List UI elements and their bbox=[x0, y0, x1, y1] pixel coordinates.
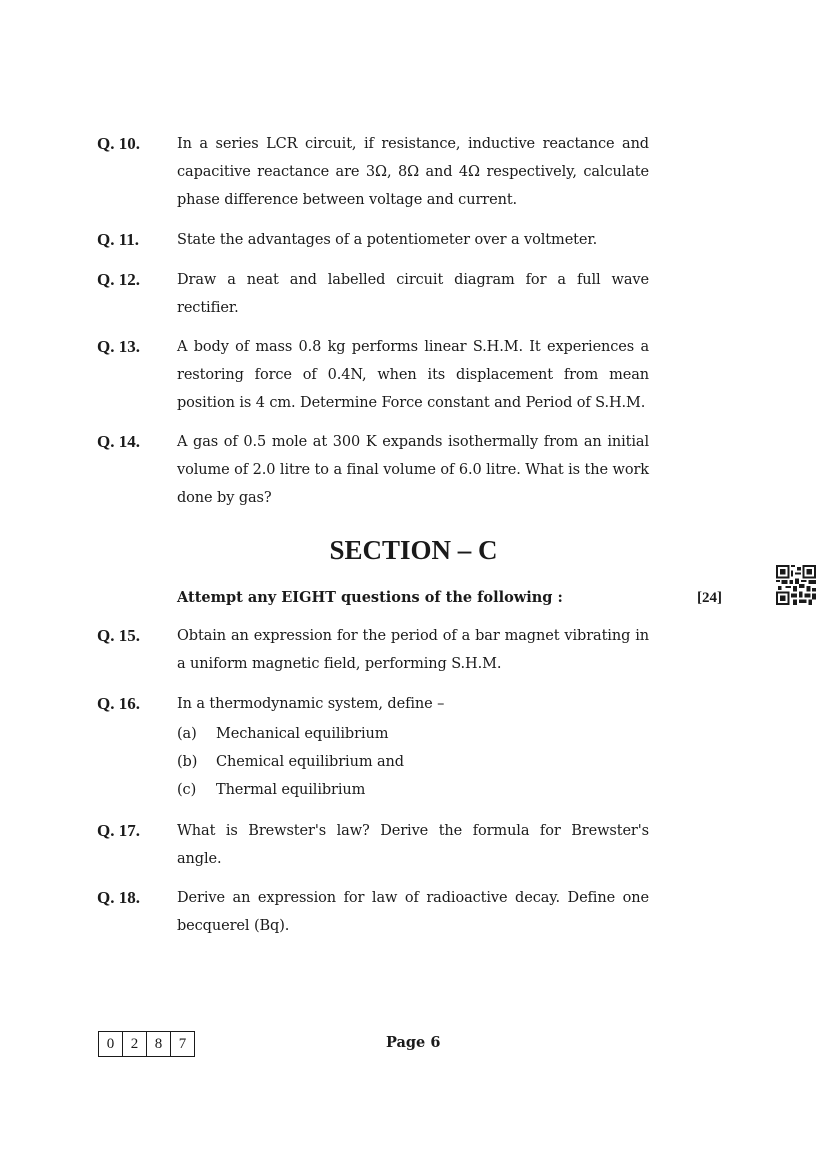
question-text: State the advantages of a potentiometer over a voltmeter. bbox=[177, 232, 598, 248]
paper-code-box bbox=[98, 1031, 195, 1057]
question-text: A gas of 0.5 mole at 300 K expands isothermally from an initial volume of 2.0 litre to a final volume of 6.0 litre. What is the work done by gas? bbox=[177, 434, 649, 506]
question-number: Q. 17. bbox=[97, 821, 140, 840]
sub-item-a bbox=[177, 720, 649, 748]
question-text: What is Brewster's law? Derive the formula for Brewster's angle. bbox=[177, 823, 649, 867]
code-digit: 2 bbox=[123, 1032, 147, 1056]
question-number: Q. 10. bbox=[97, 134, 140, 153]
sub-item-label: (b) bbox=[177, 754, 198, 770]
question-text: A body of mass 0.8 kg performs linear S.H.M. It experiences a restoring force of 0.4N, when its displacement from mean position is 4 cm. Determine Force constant and Period of S.H.M. bbox=[177, 339, 649, 411]
question-number: Q. 15. bbox=[97, 626, 140, 645]
question-number: Q. 11. bbox=[97, 230, 140, 249]
sub-item-text: Mechanical equilibrium bbox=[216, 726, 389, 742]
sub-item-c bbox=[177, 776, 649, 804]
question-text-block bbox=[177, 690, 649, 804]
question-number: Q. 14. bbox=[97, 432, 140, 451]
question-text: In a thermodynamic system, define – bbox=[177, 696, 445, 712]
sub-item-b bbox=[177, 748, 649, 776]
question-number: Q. 12. bbox=[97, 270, 140, 289]
section-title: SECTION – C bbox=[329, 535, 498, 565]
code-digit: 8 bbox=[147, 1032, 171, 1056]
question-number: Q. 13. bbox=[97, 337, 140, 356]
code-digit: 7 bbox=[178, 1036, 187, 1052]
question-number: Q. 18. bbox=[97, 888, 140, 907]
question-text: Draw a neat and labelled circuit diagram for a full wave rectifier. bbox=[177, 272, 649, 316]
question-text: In a series LCR circuit, if resistance, inductive reactance and capacitive reactance are 3Ω, 8Ω and 4Ω respectively, calculate phase difference between voltage and current. bbox=[177, 136, 649, 208]
section-marks: [24] bbox=[697, 590, 722, 606]
question-number: Q. 16. bbox=[97, 694, 140, 713]
sub-item-text: Thermal equilibrium bbox=[216, 782, 366, 798]
section-instruction: Attempt any EIGHT questions of the following : bbox=[177, 589, 563, 606]
question-text: Obtain an expression for the period of a bar magnet vibrating in a uniform magnetic field, performing S.H.M. bbox=[177, 628, 649, 672]
question-text: Derive an expression for law of radioactive decay. Define one becquerel (Bq). bbox=[177, 890, 649, 934]
sub-item-text: Chemical equilibrium and bbox=[216, 754, 404, 770]
sub-item-label: (c) bbox=[177, 782, 197, 798]
qr-code-icon bbox=[776, 565, 816, 605]
sub-item-label: (a) bbox=[177, 726, 197, 742]
code-digit: 0 bbox=[99, 1032, 123, 1056]
page-number: Page 6 bbox=[386, 1034, 441, 1051]
